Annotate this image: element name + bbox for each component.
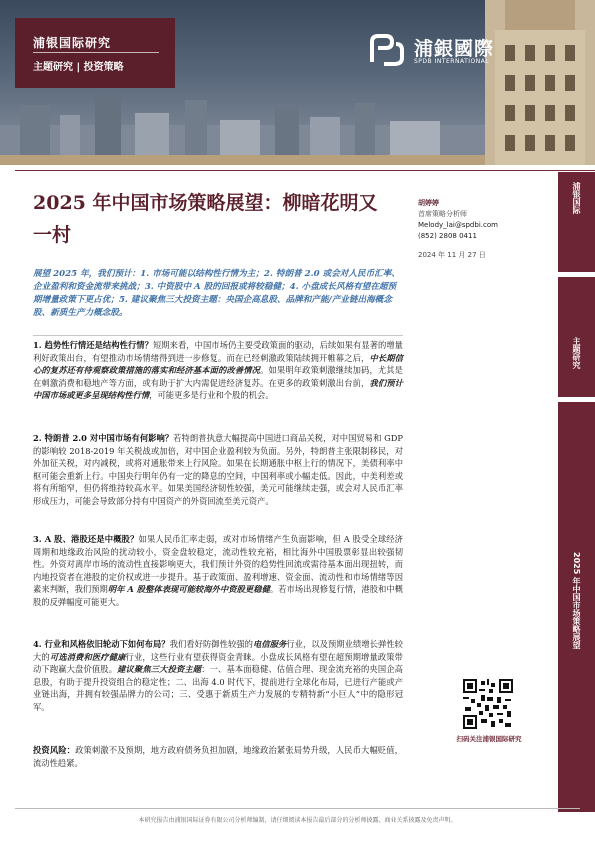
top-rule (15, 170, 595, 171)
section-3-body-a: 如果人民币汇率走弱，或对市场情绪产生负面影响，但 A 股受全球经济周期和地缘政治风险的扰动较小，资金盘较稳定，流动性较充裕，相比海外中国股票彰显出较强韧性。外资对离岸市场的流动性直接影响更大，我们预计外资的趋势性回流或需待基本面出现扭转，而内地投资者在港股的定价权或进一步提升。基于政策面、盈利增速、资金面、流动性和市场情绪等因素来判断，我们预期 (33, 534, 403, 594)
header-brand-box (15, 18, 175, 88)
section-4-body-d: ：一、基本面稳健、估值合理、现金流充裕的央国企高息股，有助于提升投资组合的稳定性；二、出海 4.0 时代下，提前进行全球化布局，已进行产能或产业链出海，并拥有较强品牌力的公司；三、受惠于新质生产力发展的专精特新“小巨人”中的隐形冠军。 (33, 664, 403, 712)
summary-paragraph: 展望 2025 年，我们预计：1. 市场可能以结构性行情为主；2. 特朗普 2.0 或会对人民币汇率、企业盈利和资金流带来挑战；3. 中资股中 A 股的回报或将较稳健；4. 小盘成长风格有望在超预期增量政策下更占优；5. 建议聚焦三大投资主题：央国企高息股、品牌和产能/产业链出海概念股、新质生产力概念股。 (33, 269, 400, 318)
section-3-highlight: 明年 A 股整体表现可能较海外中资股更稳健 (107, 584, 270, 594)
sidebar-tab-brand (558, 172, 595, 272)
section-1-body-b: 。如果明年政策刺激继续加码，尤其是在刺激消费和稳地产等方面，或有助于扩大内需促进经济复苏。在更多的政策刺激出台前， (33, 365, 403, 388)
report-header (0, 0, 595, 165)
author-block (418, 198, 558, 261)
sidebar-tab-title (558, 402, 595, 812)
sidebar-tab-category-label: 主题研究 (572, 337, 581, 369)
section-3 (33, 533, 403, 608)
sidebar-tab-brand-label: 浦银国际 (572, 182, 581, 214)
brand-divider (33, 52, 159, 53)
report-category: 主题研究 | 投资策略 (33, 62, 124, 73)
qr-caption: 扫码关注浦银国际研究 (456, 735, 522, 743)
section-4-heading: 4. 行业和风格依旧轮动下如何布局？ (33, 639, 170, 649)
author-email[interactable]: Melody_lai@spdbi.com (418, 221, 498, 229)
spdb-logo-icon (368, 32, 408, 68)
section-1-body-c: ，可能更多是行业和个股的机会。 (149, 390, 274, 400)
section-2 (33, 432, 403, 507)
disclaimer-footer: 本研究报告由浦银国际证券有限公司分析师编制，请仔细阅读本报告最后部分的分析师披露、商业关系披露及免责声明。 (138, 817, 457, 824)
summary-divider (33, 335, 403, 336)
logo-subtext: SPDB INTERNATIONAL (414, 58, 490, 65)
section-1 (33, 339, 403, 402)
footer-divider (15, 808, 580, 809)
logo-text: 浦銀國際 (414, 38, 495, 60)
section-1-heading: 1. 趋势性行情还是结构性行情？ (33, 340, 153, 350)
section-1-highlight-b: 我们预计中国市场或更多呈现结构性行情 (33, 377, 403, 400)
section-4-highlight-b: 可选消费和医疗健康 (49, 651, 126, 662)
author-role: 首席策略分析师 (418, 210, 467, 218)
side-tabs (558, 172, 595, 812)
risk-section (33, 744, 403, 769)
brand-name: 浦银国际研究 (33, 36, 112, 50)
author-phone: (852) 2808 0411 (418, 232, 477, 240)
section-1-highlight-a: 中长期信心的复苏还有待观察政策措施的落实和经济基本面的改善情况 (33, 352, 403, 375)
risk-body: 政策刺激不及预期，地方政府债务负担加剧，地缘政治紧张局势升级，人民币大幅贬值，流动性趋紧。 (33, 745, 403, 768)
author-name: 胡婷婷 (418, 199, 439, 207)
qr-code-icon[interactable] (463, 679, 513, 729)
report-date: 2024 年 11 月 27 日 (418, 251, 486, 259)
building-image (485, 0, 595, 165)
section-4-highlight-c: 建议聚焦三大投资主题 (117, 664, 202, 674)
section-3-heading: 3. A 股、港股还是中概股？ (33, 534, 139, 544)
section-4 (33, 638, 403, 713)
sidebar-tab-title-label: 2025 年中国市场策略展望 (572, 552, 581, 650)
risk-heading: 投资风险： (33, 745, 76, 755)
section-4-body-b: 行业，以及预期业绩增长弹性较大的 (33, 639, 403, 662)
section-4-highlight-a: 电信服务 (252, 639, 287, 649)
section-2-body: 若特朗普执意大幅提高中国进口商品关税，对中国贸易和 GDP 的影响较 2018-2019 年关税战或加倍，对中国企业盈利较为负面。另外，特朗普主张限制移民，对外加征关税，对内减税，或将对通胀带来上行风险。如果在长期通胀中枢上行的情况下，美债利率中枢可能会重新上行。中国央行明年仍有一定的降息的空间，中国利率或小幅走低。因此，中美利差或将有所缩窄，但仍将维持较高水平。如果美国经济韧性较强，美元可能继续走强，或会对人民币汇率形成压力，可能会导致部分持有中国资产的外资回流至美元资产。 (33, 433, 403, 506)
section-4-body-a: 我们看好防御性较强的 (169, 639, 253, 649)
section-3-body-b: 。若市场出现修复行情，港股和中概股的反弹幅度可能更大。 (33, 584, 403, 607)
sidebar-tab-category (558, 277, 595, 397)
section-4-body-c: 行业，这些行业有望获得资金青睐。小盘成长风格有望在超预期增量政策带动下跑赢大盘价值股。 (33, 651, 403, 674)
section-1-body-a: 短期来看，中国市场仍主要受政策面的驱动，后续如果有显著的增量利好政策出台，有望推动市场情绪得到进一步修复。而在已经刺激政策陆续拥开帷幕之后， (33, 340, 403, 363)
report-title: 2025 年中国市场策略展望：柳暗花明又一村 (33, 192, 378, 246)
section-2-heading: 2. 特朗普 2.0 对中国市场有何影响？ (33, 433, 174, 443)
